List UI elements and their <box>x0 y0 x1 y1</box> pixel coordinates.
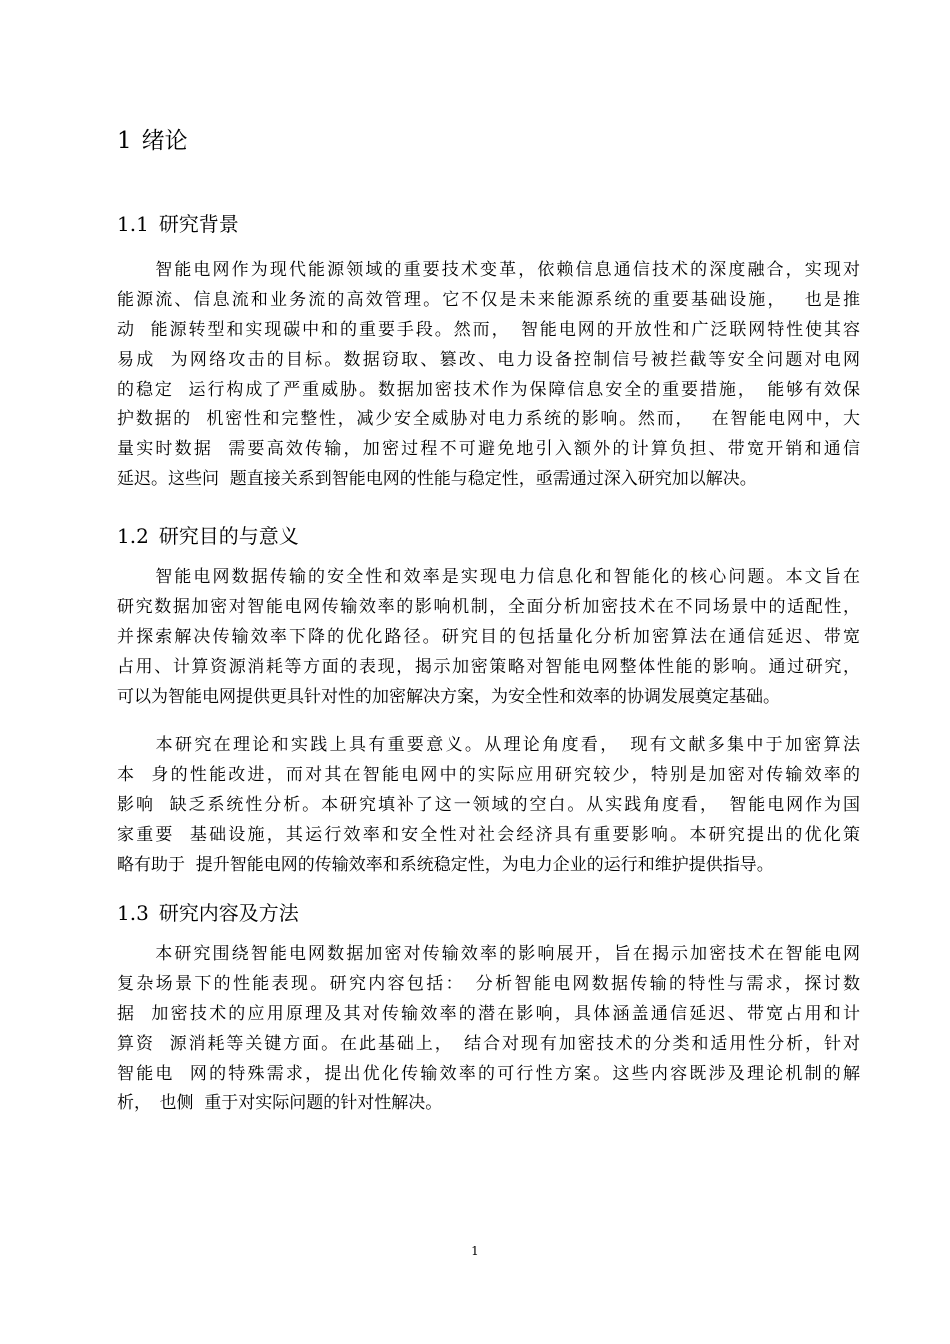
paragraph-line: 并探索解决传输效率下降的优化路径。研究目的包括量化分析加密算法在通信延迟、带宽 <box>117 626 860 647</box>
paragraph-line: 智能电 网的特殊需求，提出优化传输效率的可行性方案。这些内容既涉及理论机制的解 <box>117 1063 860 1084</box>
section-title-text: 研究内容及方法 <box>158 901 299 925</box>
section-title-1-3 <box>117 898 299 928</box>
paragraph-line: 能源流、信息流和业务流的高效管理。它不仅是未来能源系统的重要基础设施， 也是推 <box>117 289 860 310</box>
paragraph-line: 本研究在理论和实践上具有重要意义。从理论角度看， 现有文献多集中于加密算法 <box>117 735 860 755</box>
chapter-title-text: 绪论 <box>141 128 188 154</box>
paragraph-line: 本研究围绕智能电网数据加密对传输效率的影响展开，旨在揭示加密技术在智能电网 <box>117 944 860 964</box>
paragraph-line: 量实时数据 需要高效传输，加密过程不可避免地引入额外的计算负担、带宽开销和通信 <box>117 439 860 460</box>
paragraph-line: 占用、计算资源消耗等方面的表现，揭示加密策略对智能电网整体性能的影响。通过研究， <box>117 656 860 677</box>
paragraph-line: 延迟。这些问 题直接关系到智能电网的性能与稳定性，亟需通过深入研究加以解决。 <box>117 469 757 490</box>
paragraph-line: 析， 也侧 重于对实际问题的针对性解决。 <box>117 1093 443 1114</box>
page-number: 1 <box>471 1244 479 1258</box>
paragraph-line: 略有助于 提升智能电网的传输效率和系统稳定性，为电力企业的运行和维护提供指导。 <box>117 854 774 875</box>
paragraph-line: 动 能源转型和实现碳中和的重要手段。然而， 智能电网的开放性和广泛联网特性使其容 <box>117 319 860 340</box>
paragraph-line: 易成 为网络攻击的目标。数据窃取、篡改、电力设备控制信号被拦截等安全问题对电网 <box>117 349 860 370</box>
paragraph-line: 据 加密技术的应用原理及其对传输效率的潜在影响，具体涵盖通信延迟、带宽占用和计 <box>117 1003 860 1024</box>
paragraph-research-significance <box>117 731 860 880</box>
chapter-title <box>117 124 188 158</box>
paragraph-line: 研究数据加密对智能电网传输效率的影响机制，全面分析加密技术在不同场景中的适配性， <box>117 596 860 617</box>
paragraph-line: 智能电网作为现代能源领域的重要技术变革，依赖信息通信技术的深度融合，实现对 <box>117 260 860 280</box>
paragraph-line: 智能电网数据传输的安全性和效率是实现电力信息化和智能化的核心问题。本文旨在 <box>117 567 860 587</box>
section-number: 1.3 <box>117 901 149 925</box>
section-title-1-2 <box>117 521 299 551</box>
section-title-text: 研究背景 <box>158 212 239 236</box>
paragraph-line: 本 身的性能改进，而对其在智能电网中的实际应用研究较少，特别是加密对传输效率的 <box>117 764 860 785</box>
paragraph-line: 护数据的 机密性和完整性，减少安全威胁对电力系统的影响。然而， 在智能电网中，大 <box>117 409 860 430</box>
paragraph-line: 的稳定 运行构成了严重威胁。数据加密技术作为保障信息安全的重要措施， 能够有效保 <box>117 379 860 400</box>
paragraph-line: 算资 源消耗等关键方面。在此基础上， 结合对现有加密技术的分类和适用性分析，针对 <box>117 1033 860 1054</box>
paragraph-line: 可以为智能电网提供更具针对性的加密解决方案，为安全性和效率的协调发展奠定基础。 <box>117 686 780 707</box>
chapter-number: 1 <box>117 128 132 154</box>
paragraph-line: 家重要 基础设施，其运行效率和安全性对社会经济具有重要影响。本研究提出的优化策 <box>117 824 860 845</box>
section-number: 1.2 <box>117 524 149 548</box>
paragraph-line: 复杂场景下的性能表现。研究内容包括： 分析智能电网数据传输的特性与需求，探讨数 <box>117 973 860 994</box>
section-title-1-1 <box>117 209 239 239</box>
paragraph-research-purpose <box>117 563 860 712</box>
paragraph-research-content <box>117 940 860 1119</box>
paragraph-line: 影响 缺乏系统性分析。本研究填补了这一领域的空白。从实践角度看， 智能电网作为国 <box>117 794 860 815</box>
section-title-text: 研究目的与意义 <box>158 524 299 548</box>
paragraph-research-background <box>117 256 860 495</box>
section-number: 1.1 <box>117 212 149 236</box>
